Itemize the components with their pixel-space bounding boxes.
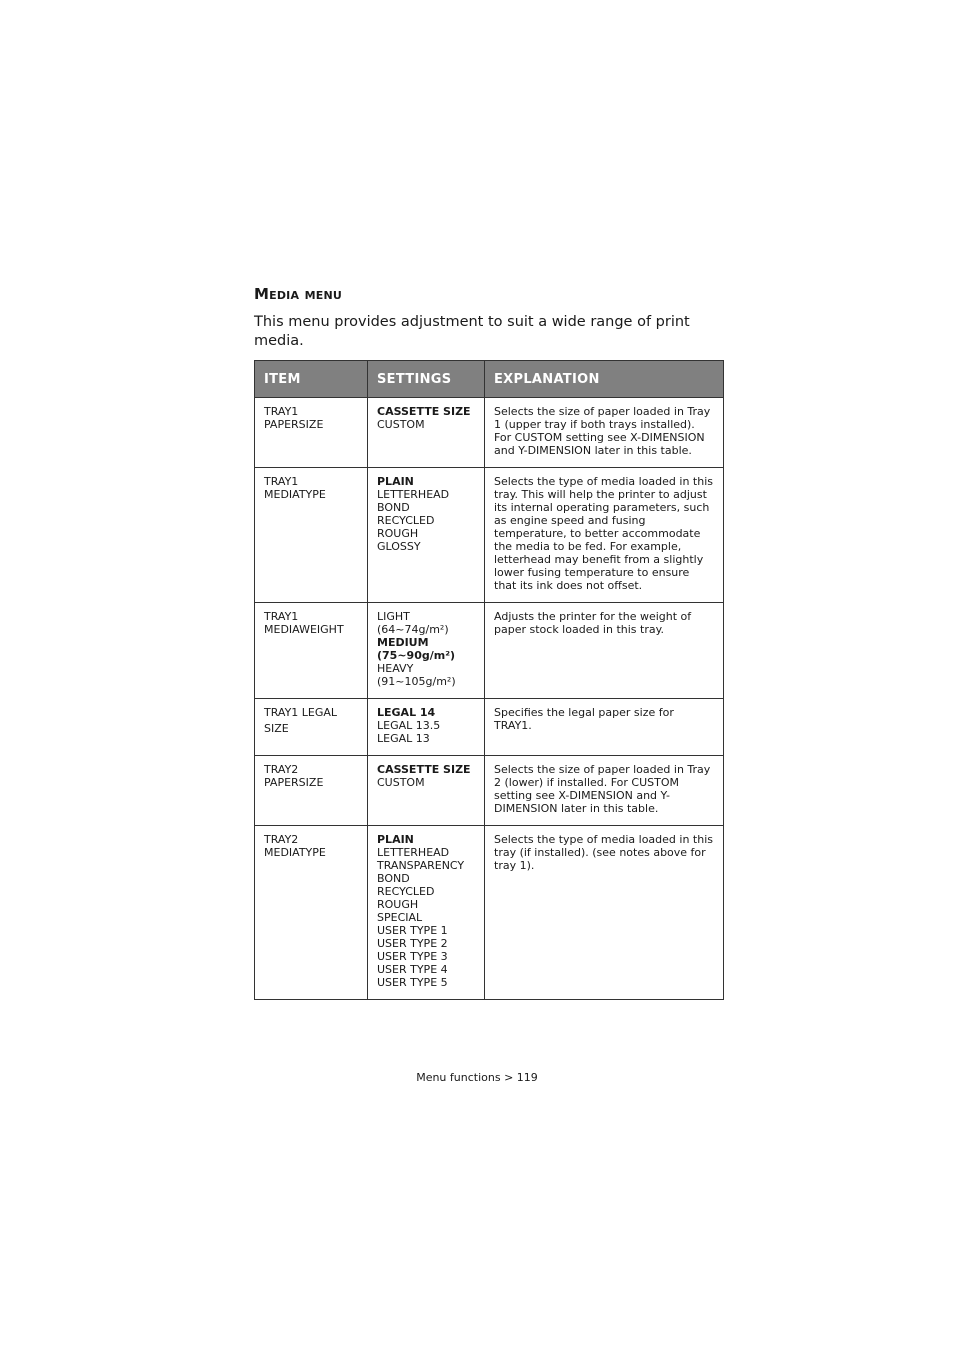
setting-option: CUSTOM [377, 418, 425, 431]
setting-option: USER TYPE 4 [377, 963, 448, 976]
item-line: PAPERSIZE [264, 776, 324, 789]
header-settings: SETTINGS [368, 361, 485, 398]
setting-option: RECYCLED [377, 514, 435, 527]
settings-cell [368, 398, 485, 468]
item-cell [255, 756, 368, 826]
header-item: ITEM [255, 361, 368, 398]
item-line: MEDIATYPE [264, 846, 326, 859]
table-row [255, 826, 724, 1000]
item-cell [255, 699, 368, 756]
setting-option: GLOSSY [377, 540, 421, 553]
item-line: MEDIATYPE [264, 488, 326, 501]
setting-option: ROUGH [377, 898, 419, 911]
item-line: TRAY1 [264, 610, 299, 623]
item-cell [255, 398, 368, 468]
setting-option: PLAIN [377, 475, 414, 488]
item-line: MEDIAWEIGHT [264, 623, 344, 636]
setting-option: LEGAL 13.5 [377, 719, 441, 732]
setting-option: USER TYPE 5 [377, 976, 448, 989]
table-row [255, 398, 724, 468]
settings-cell [368, 826, 485, 1000]
setting-option: CUSTOM [377, 776, 425, 789]
setting-option: LETTERHEAD [377, 846, 450, 859]
item-line: TRAY2 [264, 833, 299, 846]
setting-option: LIGHT [377, 610, 410, 623]
setting-option: USER TYPE 2 [377, 937, 448, 950]
setting-option: PLAIN [377, 833, 414, 846]
table-header-row [255, 361, 724, 398]
page-footer: Menu functions > 119 [416, 1071, 538, 1084]
setting-option: SPECIAL [377, 911, 423, 924]
item-cell [255, 603, 368, 699]
setting-option: (91~105g/m²) [377, 675, 456, 688]
item-line: TRAY1 LEGAL [264, 706, 338, 719]
item-line: TRAY2 [264, 763, 299, 776]
item-line: TRAY1 [264, 475, 299, 488]
item-line: SIZE [264, 722, 289, 735]
setting-option: USER TYPE 3 [377, 950, 448, 963]
setting-option: (64~74g/m²) [377, 623, 449, 636]
settings-cell [368, 756, 485, 826]
table-row [255, 699, 724, 756]
explanation-cell: Selects the size of paper loaded in Tray 2 (lower) if installed. For CUSTOM setting see X-DIMENSION and Y-DIMENSION later in this table. [485, 756, 724, 826]
setting-option: LETTERHEAD [377, 488, 450, 501]
explanation-cell: Specifies the legal paper size for TRAY1. [485, 699, 724, 756]
table-row [255, 468, 724, 603]
explanation-cell: Selects the type of media loaded in this tray (if installed). (see notes above for tray 1). [485, 826, 724, 1000]
table-row [255, 756, 724, 826]
settings-cell [368, 699, 485, 756]
explanation-cell: Adjusts the printer for the weight of paper stock loaded in this tray. [485, 603, 724, 699]
setting-option: ROUGH [377, 527, 419, 540]
settings-cell [368, 603, 485, 699]
setting-option: MEDIUM [377, 636, 429, 649]
section-heading: Media menu [254, 285, 342, 303]
item-line: PAPERSIZE [264, 418, 324, 431]
setting-option: LEGAL 14 [377, 706, 436, 719]
setting-option: CASSETTE SIZE [377, 405, 471, 418]
table-body [255, 398, 724, 1000]
setting-option: BOND [377, 872, 410, 885]
setting-option: RECYCLED [377, 885, 435, 898]
item-cell [255, 826, 368, 1000]
setting-option: (75~90g/m²) [377, 649, 456, 662]
setting-option: CASSETTE SIZE [377, 763, 471, 776]
setting-option: HEAVY [377, 662, 414, 675]
item-line: TRAY1 [264, 405, 299, 418]
explanation-cell: Selects the type of media loaded in this tray. This will help the printer to adjust its internal operating parameters, such as engine speed and fusing temperature, to better accommodate the media to be fed. For example, letterhead may benefit from a slightly lower fusing temperature to ensure that its ink does not offset. [485, 468, 724, 603]
setting-option: USER TYPE 1 [377, 924, 448, 937]
intro-paragraph: This menu provides adjustment to suit a wide range of print media. [254, 314, 690, 349]
setting-option: TRANSPARENCY [377, 859, 465, 872]
item-cell [255, 468, 368, 603]
setting-option: BOND [377, 501, 410, 514]
header-explanation: EXPLANATION [485, 361, 724, 398]
settings-cell [368, 468, 485, 603]
setting-option: LEGAL 13 [377, 732, 430, 745]
explanation-cell: Selects the size of paper loaded in Tray 1 (upper tray if both trays installed). For CUSTOM setting see X-DIMENSION and Y-DIMENSION later in this table. [485, 398, 724, 468]
media-menu-table [254, 360, 724, 1000]
table-row [255, 603, 724, 699]
